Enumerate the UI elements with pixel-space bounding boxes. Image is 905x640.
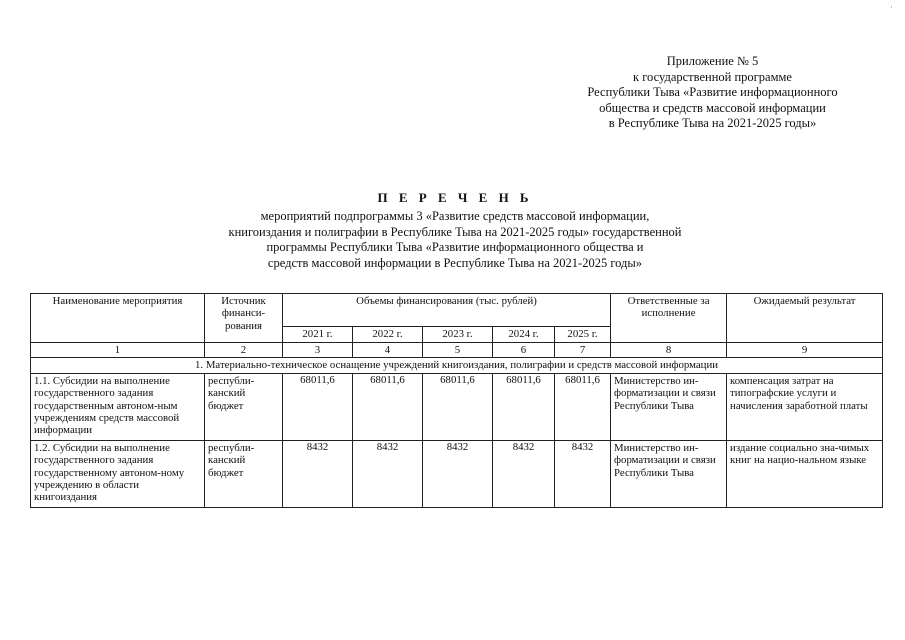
subtitle-line: программы Республики Тыва «Развитие информационного общества и (266, 240, 644, 255)
subtitle-line: мероприятий подпрограммы 3 «Развитие средств массовой информации, (260, 209, 650, 223)
column-number: 9 (727, 343, 883, 358)
header-name: Наименование мероприятия (31, 294, 205, 343)
header-row (31, 294, 883, 327)
funding-value: 8432 (423, 440, 493, 507)
column-number: 7 (555, 343, 611, 358)
funding-source: республи-канский бюджет (205, 373, 283, 440)
subtitle-line: средств массовой информации в Республике Тыва на 2021-2025 годы» (267, 255, 643, 270)
section-title: 1. Материально-техническое оснащение учреждений книгоиздания, полиграфии и средств массовой информации (31, 358, 883, 373)
table-row (31, 373, 883, 440)
column-number: 3 (283, 343, 353, 358)
header-year: 2023 г. (423, 327, 493, 343)
section-row (31, 358, 883, 373)
appendix-line: в Республике Тыва на 2021-2025 годы» (608, 116, 817, 131)
header-year: 2025 г. (555, 327, 611, 343)
header-result: Ожидаемый результат (727, 294, 883, 343)
responsible-party: Министерство ин-форматизации и связи Республики Тыва (611, 440, 727, 507)
column-number: 1 (31, 343, 205, 358)
document-title: П Е Р Е Ч Е Н Ь (377, 190, 533, 205)
table-row (31, 440, 883, 507)
funding-value: 68011,6 (353, 373, 423, 440)
measure-name: 1.1. Субсидии на выполнение государственного задания государственным автоном-ным учреждениям средств массовой информации (31, 373, 205, 440)
appendix-line: общества и средств массовой информации (599, 100, 826, 115)
header-source: Источник финанси-рования (205, 294, 283, 343)
column-numbers-row (31, 343, 883, 358)
column-number: 6 (493, 343, 555, 358)
funding-value: 68011,6 (283, 373, 353, 440)
header-responsible: Ответственные за исполнение (611, 294, 727, 343)
funding-value: 8432 (555, 440, 611, 507)
header-volumes: Объемы финансирования (тыс. рублей) (283, 294, 611, 327)
column-number: 2 (205, 343, 283, 358)
header-year: 2022 г. (353, 327, 423, 343)
measures-table (30, 293, 883, 508)
document-subtitle (150, 209, 760, 271)
expected-result: издание социально зна-чимых книг на нацио-нальном языке (727, 440, 883, 507)
column-number: 4 (353, 343, 423, 358)
expected-result: компенсация затрат на типографские услуги и начисления заработной платы (727, 373, 883, 440)
funding-source: республи-канский бюджет (205, 440, 283, 507)
subtitle-line: книгоиздания и полиграфии в Республике Тыва на 2021-2025 годы» государственной (228, 224, 682, 239)
appendix-line: к государственной программе (633, 69, 792, 84)
funding-value: 8432 (353, 440, 423, 507)
funding-value: 8432 (493, 440, 555, 507)
header-year: 2021 г. (283, 327, 353, 343)
corner-mark: · (890, 2, 893, 12)
funding-value: 68011,6 (493, 373, 555, 440)
column-number: 5 (423, 343, 493, 358)
funding-value: 8432 (283, 440, 353, 507)
appendix-line: Республики Тыва «Развитие информационного (587, 85, 838, 100)
header-year: 2024 г. (493, 327, 555, 343)
funding-value: 68011,6 (423, 373, 493, 440)
responsible-party: Министерство ин-форматизации и связи Республики Тыва (611, 373, 727, 440)
funding-value: 68011,6 (555, 373, 611, 440)
column-number: 8 (611, 343, 727, 358)
appendix-block (520, 54, 905, 132)
appendix-line: Приложение № 5 (666, 54, 759, 68)
measure-name: 1.2. Субсидии на выполнение государственного задания государственному автоном-ному учреждению в области книгоиздания (31, 440, 205, 507)
